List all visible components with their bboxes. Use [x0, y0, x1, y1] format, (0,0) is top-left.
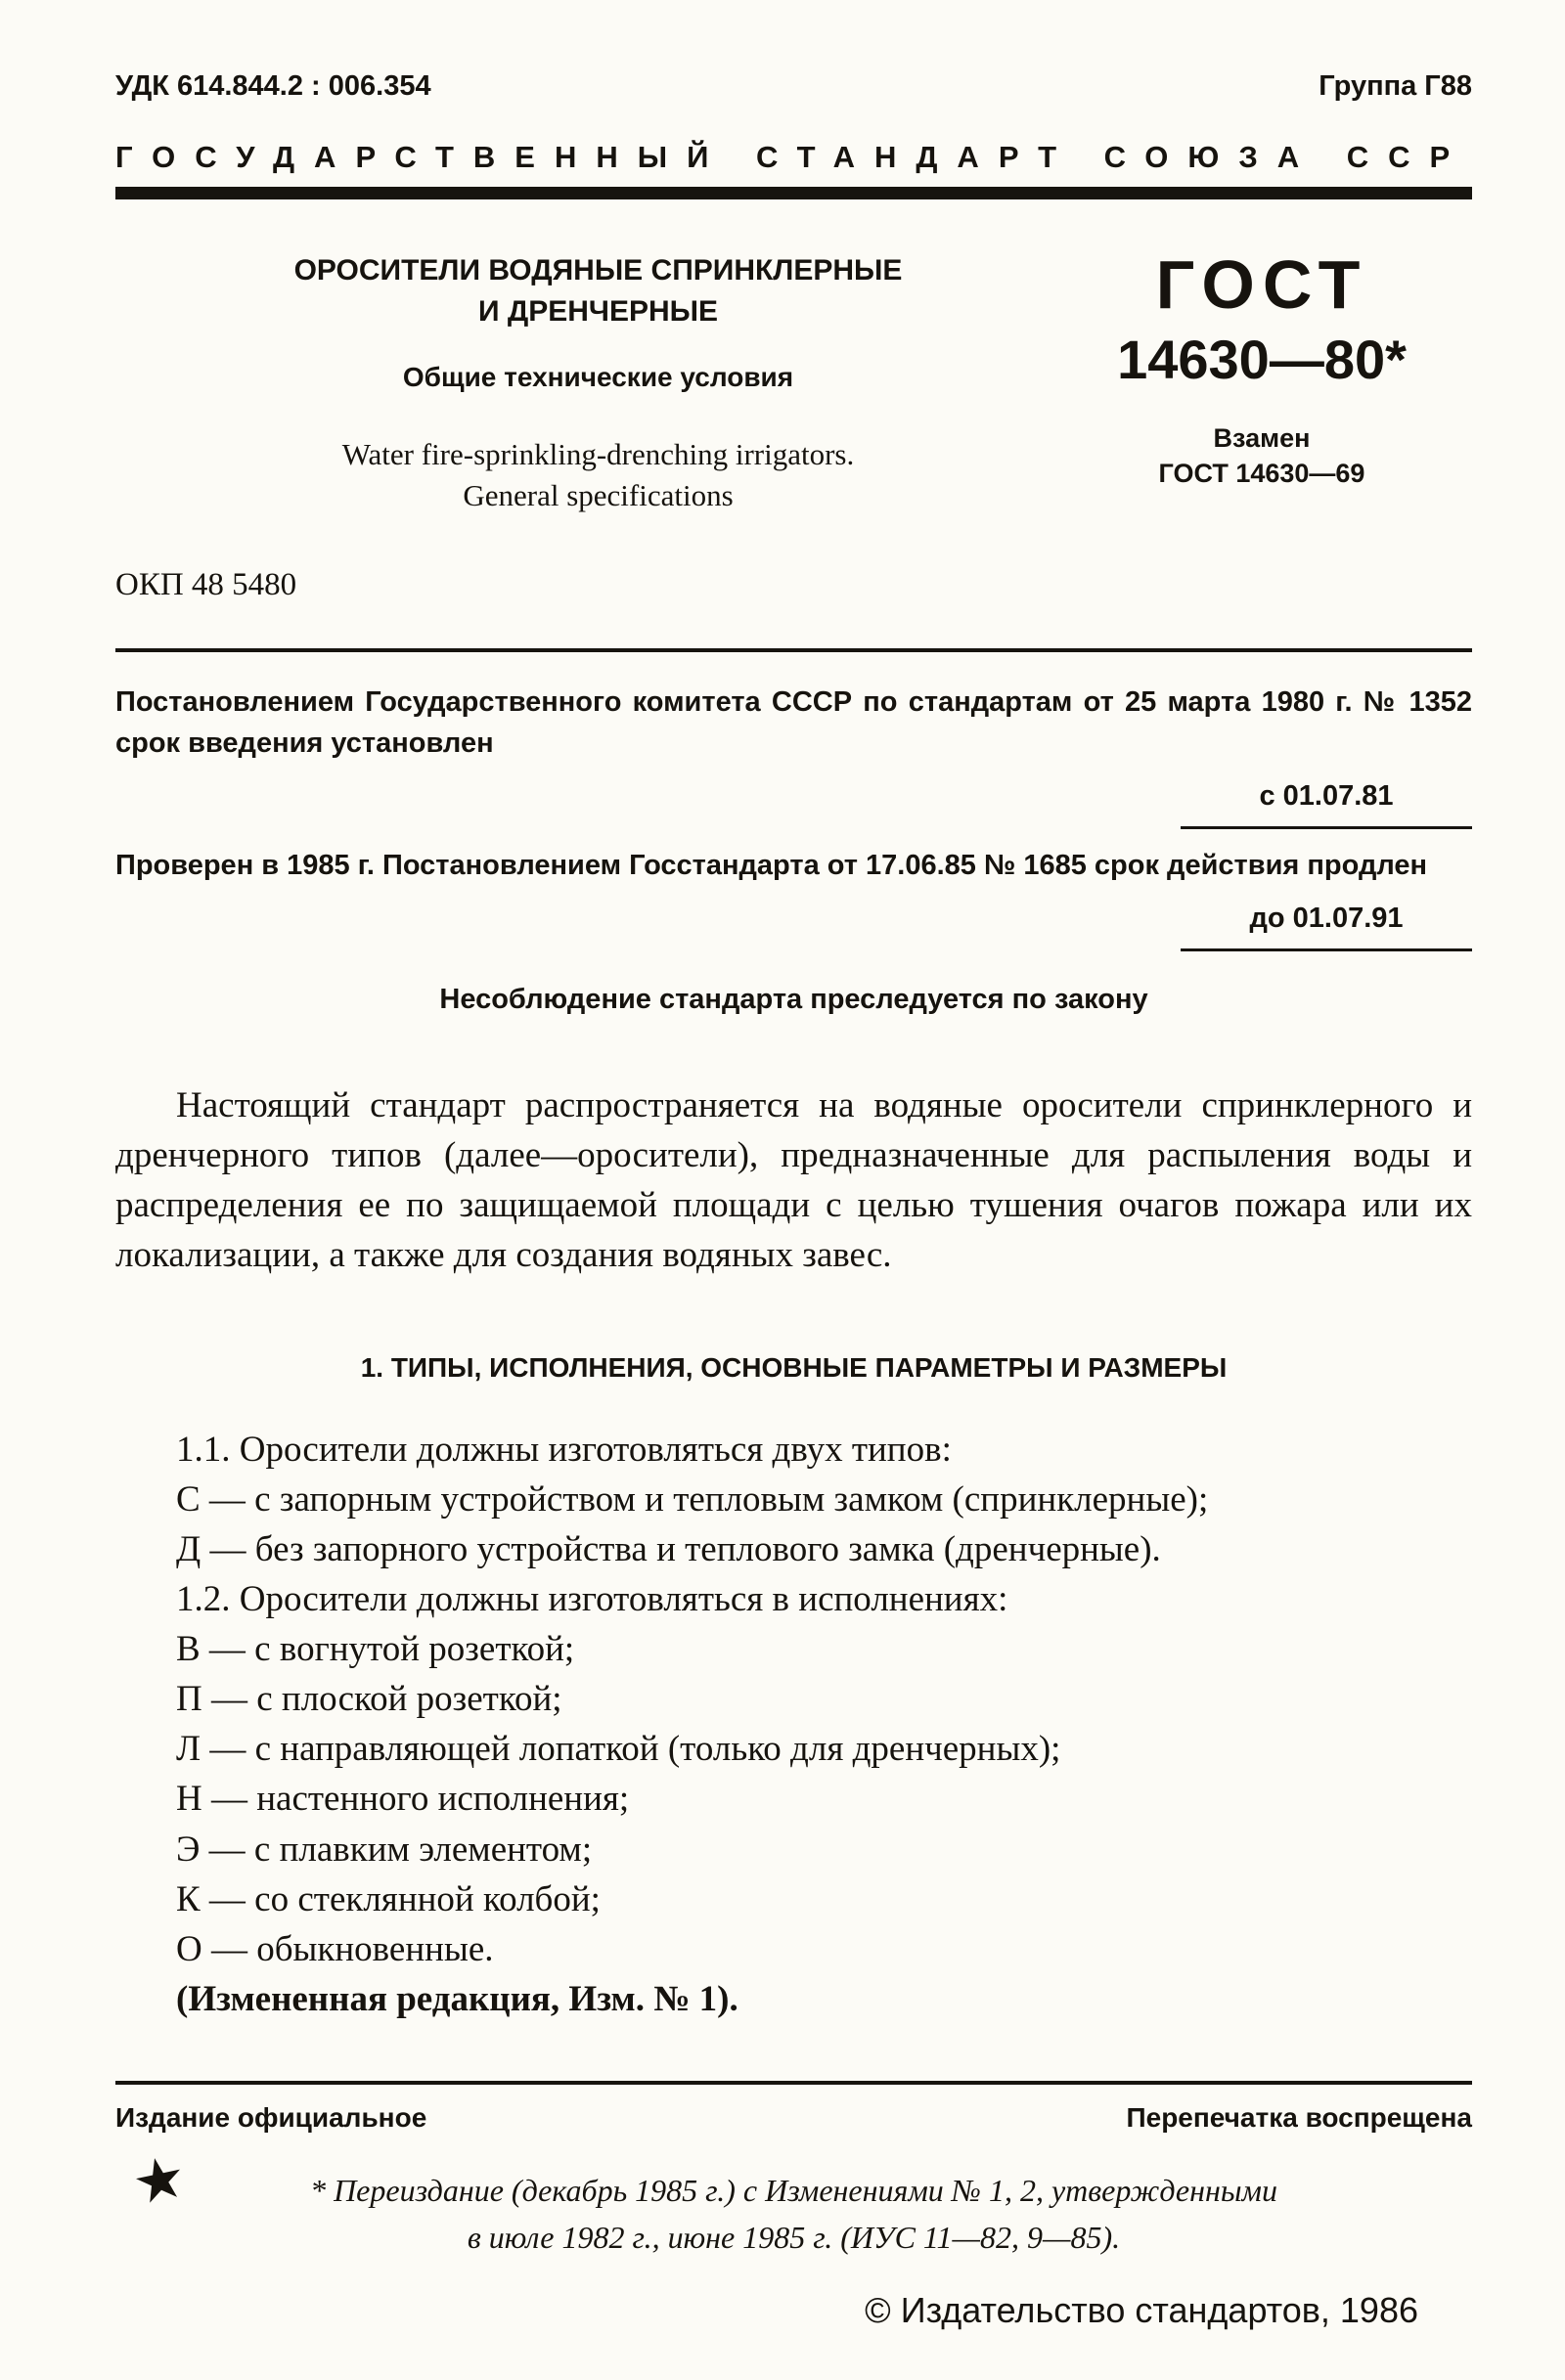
- section-1-line: В — с вогнутой розеткой;: [176, 1629, 575, 1670]
- gost-label: ГОСТ: [1155, 246, 1368, 323]
- replaces-value: ГОСТ 14630—69: [1158, 459, 1365, 489]
- replaces-label: Взамен: [1213, 423, 1311, 453]
- group-code: Группа Г88: [1319, 70, 1472, 102]
- extension-date-row: [115, 898, 1472, 951]
- reissue-footnote-line1: * Переиздание (декабрь 1985 г.) с Изменениями № 1, 2, утвержденными: [310, 2172, 1277, 2208]
- replaces-block: [1051, 420, 1472, 492]
- title-right-column: [1051, 246, 1472, 603]
- section-1-line: К — со стеклянной колбой;: [176, 1878, 601, 1919]
- masthead-title: ГОСУДАРСТВЕННЫЙ СТАНДАРТ СОЮЗА ССР: [115, 140, 1470, 174]
- reissue-footnote-line2: в июле 1982 г., июне 1985 г. (ИУС 11—82, 9—85).: [467, 2219, 1121, 2255]
- copyright-line: © Издательство стандартов, 1986: [865, 2289, 1418, 2330]
- section-1-line: Н — настенного исполнения;: [176, 1779, 630, 1820]
- effective-date: с 01.07.81: [1181, 775, 1472, 829]
- standard-title-ru-line2: И ДРЕНЧЕРНЫЕ: [477, 295, 719, 328]
- section-1-line: 1.1. Оросители должны изготовляться двух типов:: [176, 1430, 952, 1471]
- okp-code: ОКП 48 5480: [115, 566, 297, 602]
- reprint-notice-label: Перепечатка воспрещена: [1126, 2101, 1472, 2133]
- section-1-line: О — обыкновенные.: [176, 1928, 494, 1969]
- reissue-footnote: [115, 2167, 1472, 2261]
- decree-paragraph-1: Постановлением Государственного комитета СССР по стандартам от 25 марта 1980 г. № 1352 срок введения установлен: [115, 685, 1472, 759]
- meta-row: [115, 70, 1472, 103]
- section-1-body: [115, 1425, 1472, 2024]
- section-1-line: П — с плоской розеткой;: [176, 1679, 562, 1720]
- official-edition-label: Издание официальное: [115, 2101, 427, 2133]
- effective-date-row: [115, 775, 1472, 829]
- section-1-line: С — с запорным устройством и тепловым замком (спринклерные);: [176, 1479, 1209, 1521]
- section-1-heading: 1. ТИПЫ, ИСПОЛНЕНИЯ, ОСНОВНЫЕ ПАРАМЕТРЫ И РАЗМЕРЫ: [360, 1352, 1228, 1384]
- extension-date: до 01.07.91: [1181, 898, 1472, 951]
- title-left-column: [115, 250, 1051, 603]
- standard-title-ru-line1: ОРОСИТЕЛИ ВОДЯНЫЕ СПРИНКЛЕРНЫЕ: [293, 254, 903, 286]
- gost-number: 14630—80*: [1117, 329, 1407, 390]
- standard-title-ru: [174, 250, 1022, 332]
- standard-title-en: [174, 434, 1022, 516]
- decree-paragraph-2: Проверен в 1985 г. Постановлением Госстандарта от 17.06.85 № 1685 срок действия продлен: [115, 849, 1428, 881]
- standard-title-en-line1: Water fire-sprinkling-drenching irrigators.: [341, 437, 855, 471]
- title-block: [115, 246, 1472, 603]
- intro-paragraph: Настоящий стандарт распространяется на водяные оросители спринклерного и дренчерного типов (далее—оросители), предназначенные для распыления воды и распределения ее по защищаемой площади с целью тушения очагов пожара или их локализации, а также для создания водяных завес.: [115, 1084, 1472, 1276]
- standard-title-en-line2: General specifications: [463, 477, 734, 512]
- footer-notice-row: [115, 2081, 1472, 2134]
- footnote-block: [115, 2142, 1472, 2261]
- section-1-line: 1.2. Оросители должны изготовляться в исполнениях:: [176, 1579, 1008, 1620]
- section-1-line: Л — с направляющей лопаткой (только для дренчерных);: [176, 1729, 1061, 1770]
- law-notice: Несоблюдение стандарта преследуется по закону: [439, 983, 1148, 1015]
- section-1-line: Э — с плавким элементом;: [176, 1829, 593, 1870]
- amendment-note: (Измененная редакция, Изм. № 1).: [176, 1978, 738, 2019]
- decree-block: [115, 648, 1472, 1020]
- star-icon: ★: [126, 2142, 193, 2218]
- udk-code: УДК 614.844.2 : 006.354: [115, 70, 431, 102]
- masthead-rule: [115, 187, 1472, 199]
- section-1-line: Д — без запорного устройства и теплового замка (дренчерные).: [176, 1529, 1161, 1570]
- standard-subtitle: Общие технические условия: [402, 362, 794, 392]
